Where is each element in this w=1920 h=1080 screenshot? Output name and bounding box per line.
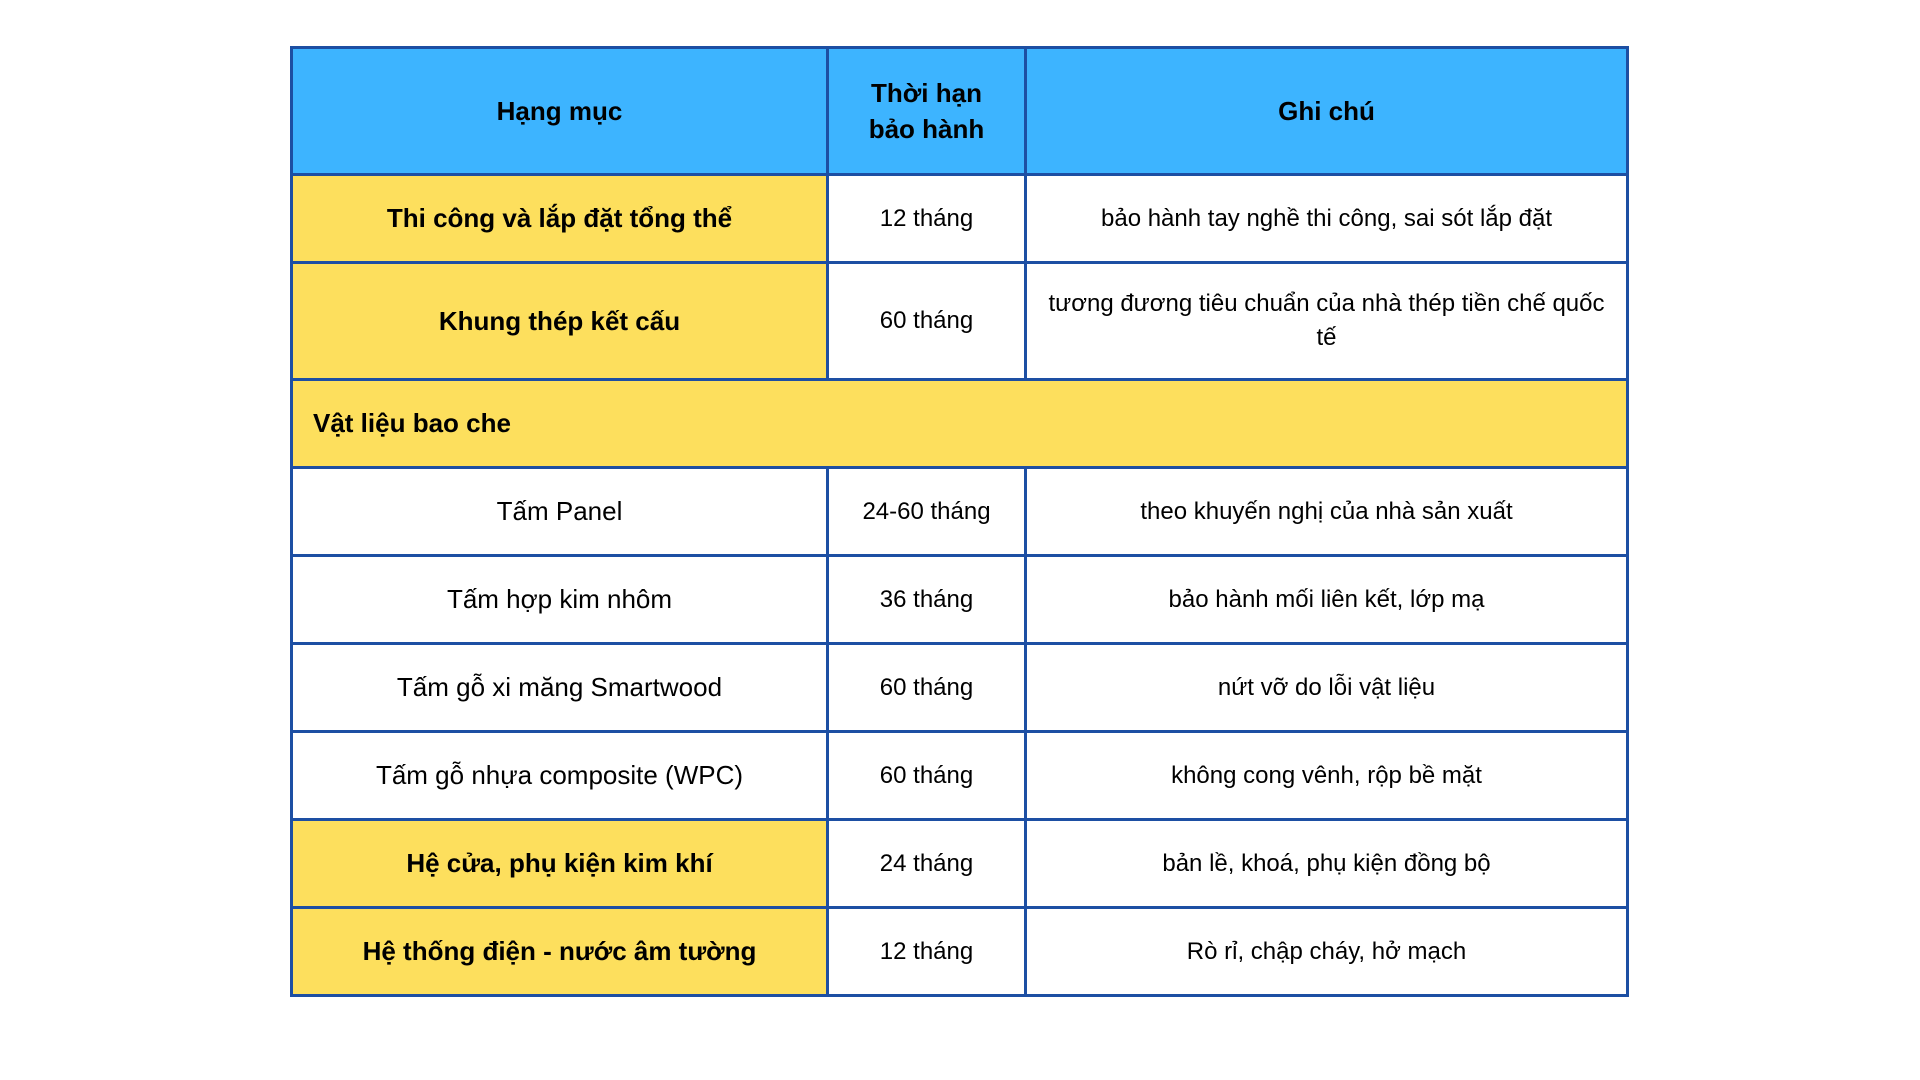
warranty-table [290,46,1629,997]
item-cell: Tấm gỗ nhựa composite (WPC) [292,732,828,820]
table-row [292,820,1628,908]
item-cell: Hệ thống điện - nước âm tường [292,908,828,996]
period-cell: 24 tháng [828,820,1026,908]
note-cell: bản lề, khoá, phụ kiện đồng bộ [1026,820,1628,908]
note-cell: không cong vênh, rộp bề mặt [1026,732,1628,820]
table-row [292,732,1628,820]
note-cell: bảo hành mối liên kết, lớp mạ [1026,556,1628,644]
header-note: Ghi chú [1026,48,1628,175]
item-cell: Tấm gỗ xi măng Smartwood [292,644,828,732]
section-title: Vật liệu bao che [292,380,1628,468]
item-cell: Tấm hợp kim nhôm [292,556,828,644]
item-cell: Tấm Panel [292,468,828,556]
period-cell: 60 tháng [828,644,1026,732]
period-cell: 24-60 tháng [828,468,1026,556]
section-row [292,380,1628,468]
note-cell: bảo hành tay nghề thi công, sai sót lắp đặt [1026,175,1628,263]
item-cell: Hệ cửa, phụ kiện kim khí [292,820,828,908]
period-cell: 60 tháng [828,732,1026,820]
note-cell: tương đương tiêu chuẩn của nhà thép tiền chế quốc tế [1026,263,1628,380]
table-header-row [292,48,1628,175]
period-cell: 36 tháng [828,556,1026,644]
table-row [292,175,1628,263]
table-row [292,556,1628,644]
header-item: Hạng mục [292,48,828,175]
header-period: Thời hạn bảo hành [828,48,1026,175]
period-cell: 12 tháng [828,908,1026,996]
note-cell: theo khuyến nghị của nhà sản xuất [1026,468,1628,556]
table-row [292,644,1628,732]
item-cell: Khung thép kết cấu [292,263,828,380]
table-row [292,908,1628,996]
note-cell: nứt vỡ do lỗi vật liệu [1026,644,1628,732]
period-cell: 60 tháng [828,263,1026,380]
item-cell: Thi công và lắp đặt tổng thể [292,175,828,263]
table-row [292,468,1628,556]
note-cell: Rò rỉ, chập cháy, hở mạch [1026,908,1628,996]
period-cell: 12 tháng [828,175,1026,263]
table-row [292,263,1628,380]
